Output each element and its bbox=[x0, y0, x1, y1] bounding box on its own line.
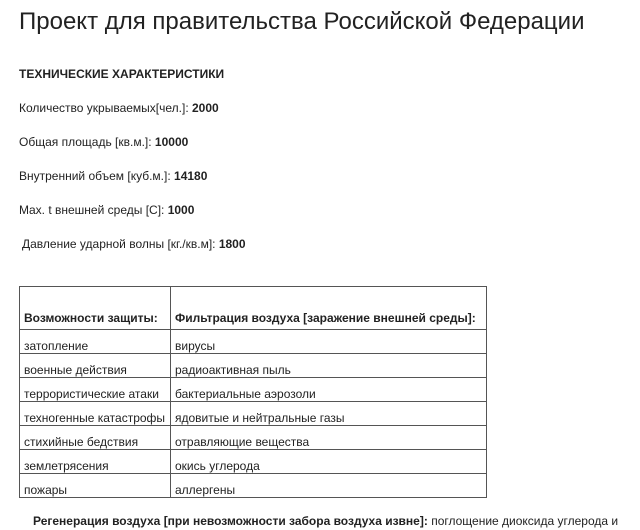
spec-value: 1000 bbox=[167, 203, 195, 217]
table-row bbox=[20, 354, 487, 378]
table-cell: окись углерода bbox=[171, 450, 487, 474]
table-cell: пожары bbox=[20, 474, 171, 498]
air-regeneration-text bbox=[33, 514, 618, 528]
table-cell: военные действия bbox=[20, 354, 171, 378]
regen-label: Регенерация воздуха [при невозможности забора воздуха извне]: bbox=[33, 514, 428, 528]
table-cell: техногенные катастрофы bbox=[20, 402, 171, 426]
spec-label: Общая площадь [кв.м.]: bbox=[19, 135, 155, 149]
spec-label: Давление ударной волны [кг./кв.м]: bbox=[22, 237, 219, 251]
table-cell: террористические атаки bbox=[20, 378, 171, 402]
table-cell: вирусы bbox=[171, 330, 487, 354]
protection-table bbox=[19, 286, 487, 498]
spec-label: Внутренний объем [куб.м.]: bbox=[19, 169, 175, 183]
table-row bbox=[20, 450, 487, 474]
spec-blast-pressure bbox=[22, 237, 246, 251]
spec-volume bbox=[19, 169, 207, 183]
page-title: Проект для правительства Российской Федерации bbox=[19, 8, 585, 35]
spec-max-temp bbox=[19, 203, 194, 217]
table-cell: радиоактивная пыль bbox=[171, 354, 487, 378]
spec-area bbox=[19, 135, 188, 149]
spec-label: Количество укрываемых[чел.]: bbox=[19, 101, 192, 115]
table-row bbox=[20, 426, 487, 450]
table-row bbox=[20, 402, 487, 426]
spec-value: 10000 bbox=[154, 135, 189, 149]
column-header-filtration: Фильтрация воздуха [заражение внешней среды]: bbox=[171, 287, 487, 330]
regen-description: поглощение диоксида углерода и bbox=[427, 514, 619, 528]
spec-capacity bbox=[19, 101, 219, 115]
section-heading: ТЕХНИЧЕСКИЕ ХАРАКТЕРИСТИКИ bbox=[19, 67, 225, 81]
table-cell: стихийные бедствия bbox=[20, 426, 171, 450]
table-cell: аллергены bbox=[171, 474, 487, 498]
table-row bbox=[20, 378, 487, 402]
spec-value: 14180 bbox=[174, 169, 208, 183]
table-row bbox=[20, 330, 487, 354]
spec-value: 2000 bbox=[192, 101, 219, 115]
table-cell: ядовитые и нейтральные газы bbox=[171, 402, 487, 426]
column-header-protection: Возможности защиты: bbox=[20, 287, 171, 330]
table-cell: землетрясения bbox=[20, 450, 171, 474]
table-cell: отравляющие вещества bbox=[171, 426, 487, 450]
spec-value: 1800 bbox=[218, 237, 246, 251]
table-cell: затопление bbox=[20, 330, 171, 354]
table-header-row bbox=[20, 287, 487, 330]
table-row bbox=[20, 474, 487, 498]
table-cell: бактериальные аэрозоли bbox=[171, 378, 487, 402]
spec-label: Max. t внешней среды [C]: bbox=[19, 203, 168, 217]
